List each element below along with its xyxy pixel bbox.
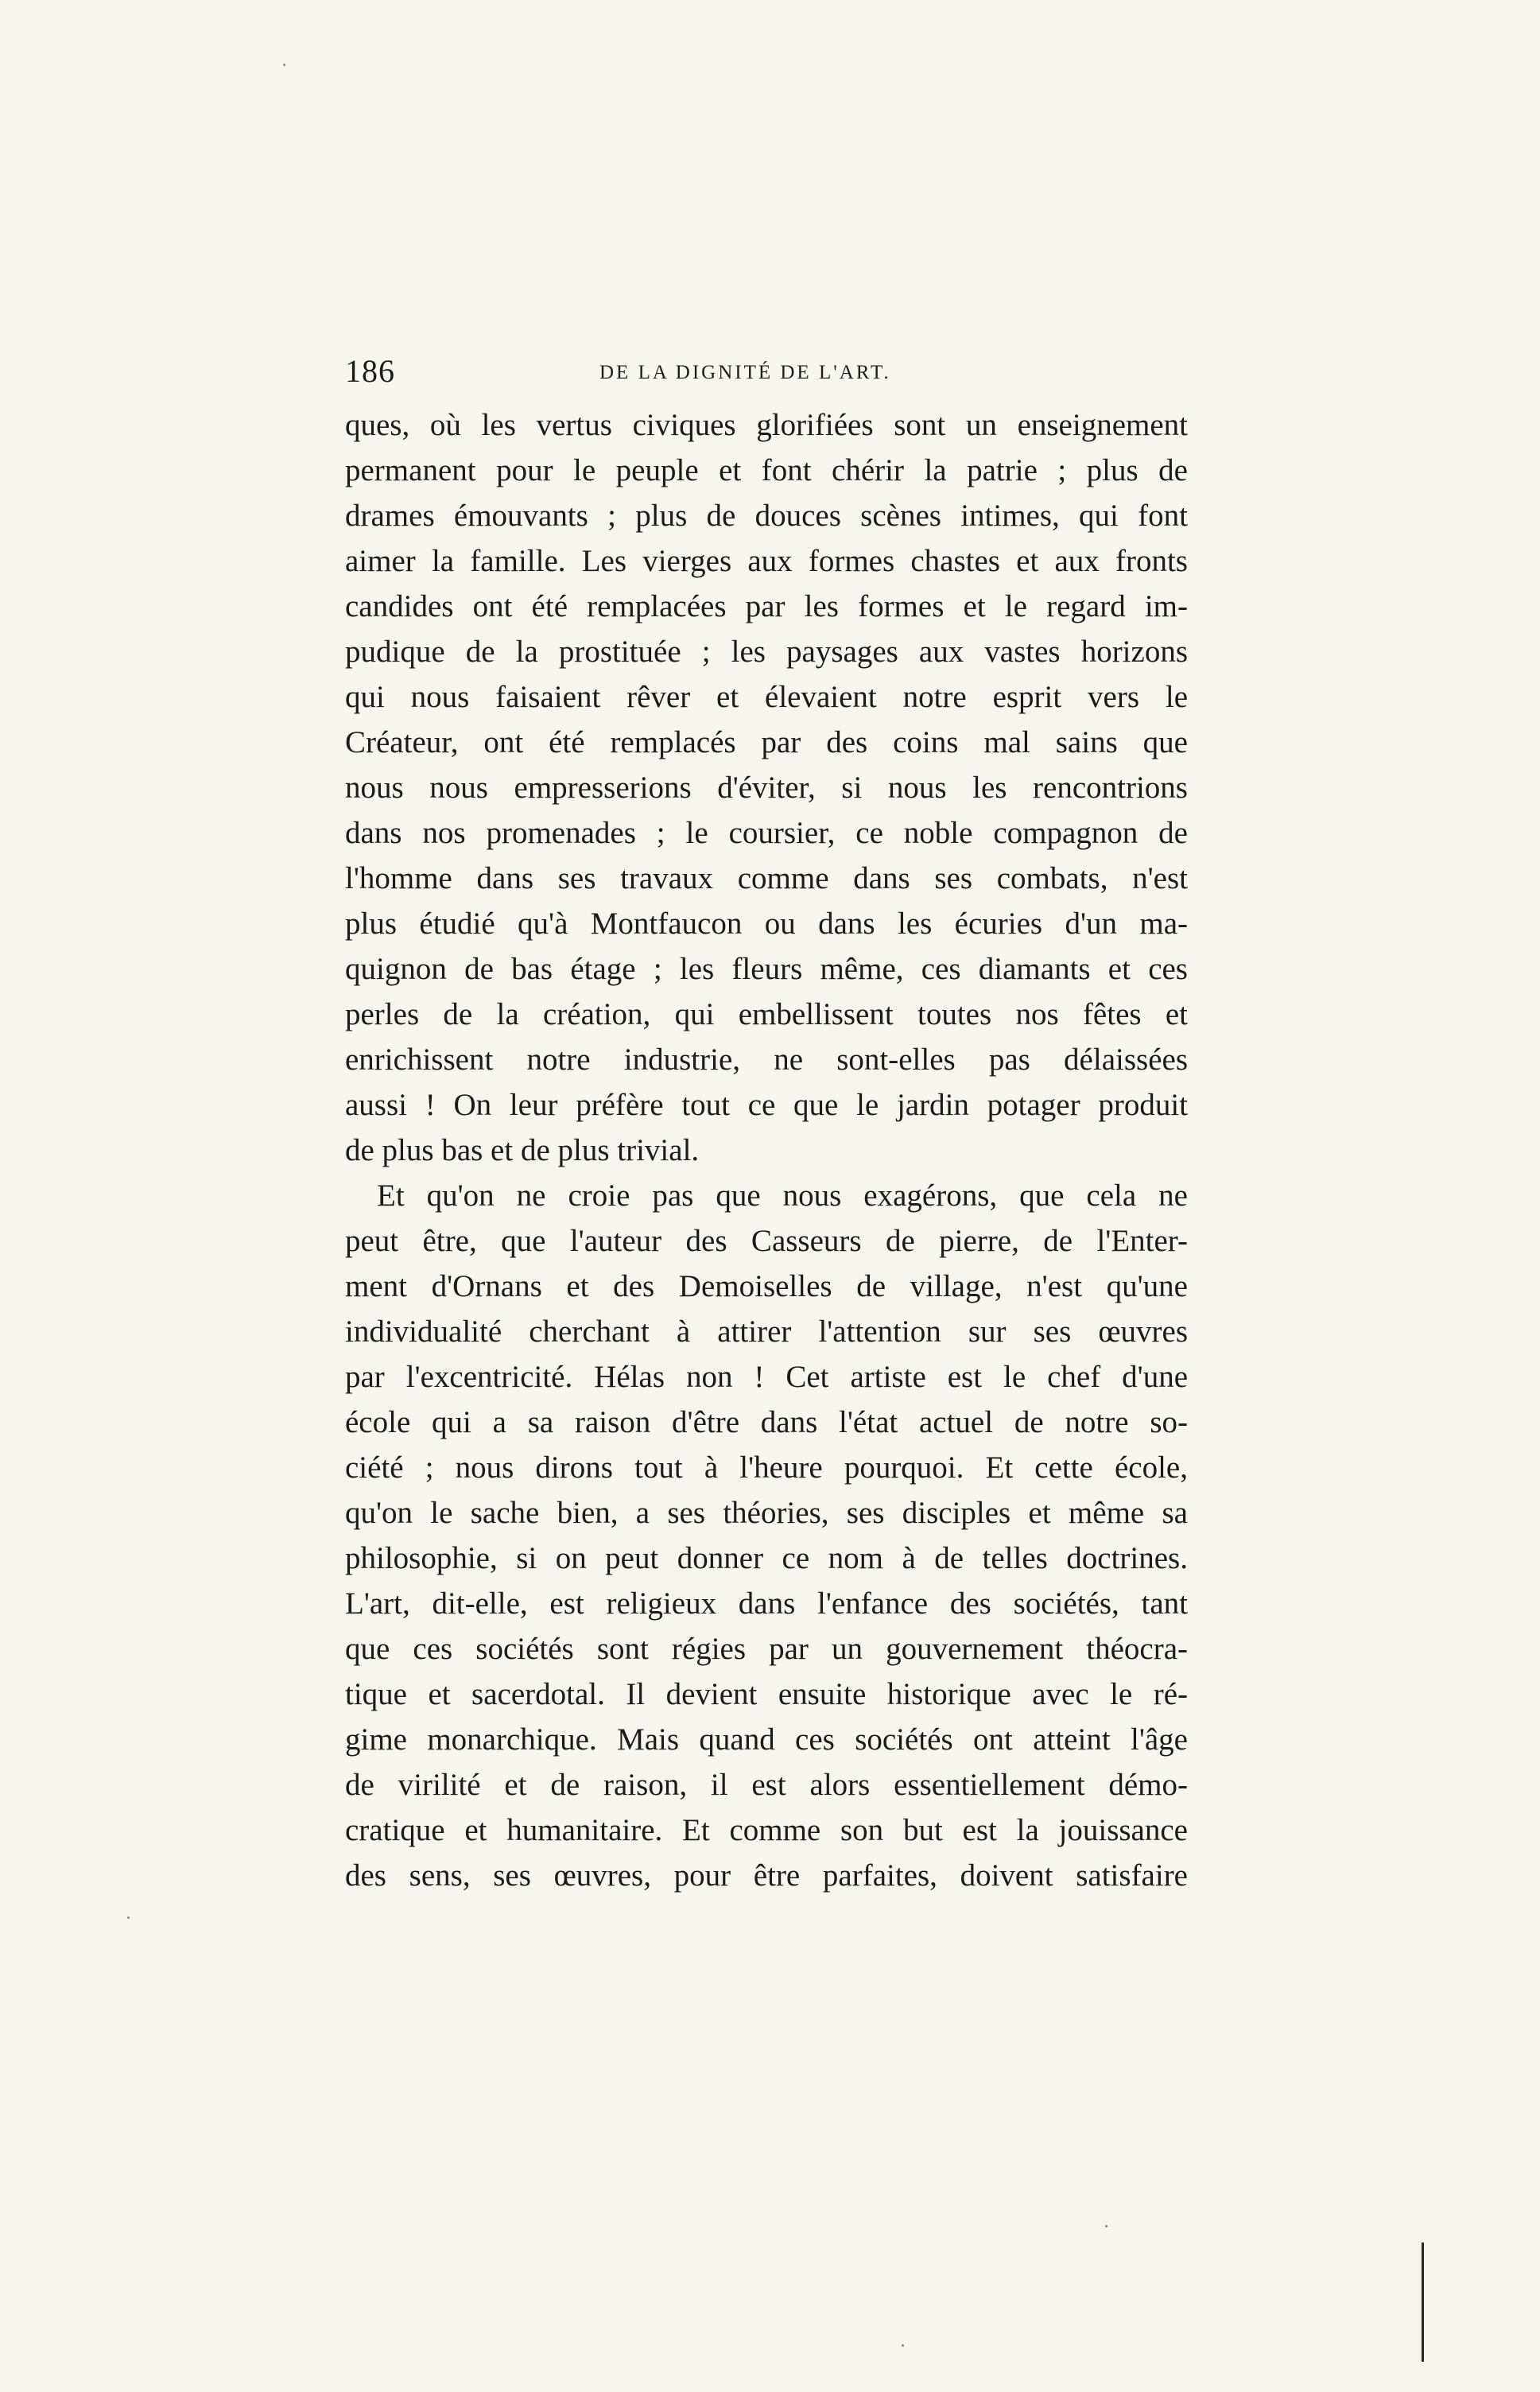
scan-speck [902,2344,904,2347]
text-line: ques, où les vertus civiques glorifiées sont un enseignement [345,408,1188,442]
text-line: des sens, ses œuvres, pour être parfaites, doivent satisfaire [345,1858,1188,1893]
paragraph-1 [345,402,1188,1173]
text-line: de plus bas et de plus trivial. [345,1133,700,1167]
text-line: individualité cherchant à attirer l'attention sur ses œuvres [345,1314,1188,1349]
text-line: plus étudié qu'à Montfaucon ou dans les écuries d'un ma- [345,907,1188,941]
scan-speck [1105,2225,1107,2227]
text-line: nous nous empresserions d'éviter, si nous les rencontrions [345,771,1188,805]
running-title: DE LA DIGNITÉ DE L'ART. [599,362,891,383]
body-text [345,402,1188,1898]
text-line: L'art, dit-elle, est religieux dans l'enfance des sociétés, tant [345,1586,1188,1621]
text-line: qu'on le sache bien, a ses théories, ses disciples et même sa [345,1496,1188,1530]
scan-speck [127,1916,130,1919]
text-line: Et qu'on ne croie pas que nous exagérons, que cela ne [377,1179,1188,1213]
text-line: pudique de la prostituée ; les paysages aux vastes horizons [345,635,1188,669]
text-line: tique et sacerdotal. Il devient ensuite historique avec le ré- [345,1677,1188,1711]
text-line: par l'excentricité. Hélas non ! Cet artiste est le chef d'une [345,1360,1188,1394]
text-line: enrichissent notre industrie, ne sont-elles pas délaissées [345,1043,1188,1077]
text-line: que ces sociétés sont régies par un gouvernement théocra- [345,1632,1188,1666]
text-line: gime monarchique. Mais quand ces sociétés ont atteint l'âge [345,1722,1188,1757]
text-line: école qui a sa raison d'être dans l'état actuel de notre so- [345,1405,1188,1439]
paragraph-2 [345,1173,1188,1898]
text-line: Créateur, ont été remplacés par des coins mal sains que [345,725,1188,759]
text-line: philosophie, si on peut donner ce nom à de telles doctrines. [345,1541,1188,1575]
text-line: drames émouvants ; plus de douces scènes intimes, qui font [345,499,1188,533]
scan-speck [283,64,285,66]
text-line: ment d'Ornans et des Demoiselles de village, n'est qu'une [345,1269,1188,1303]
text-line: cratique et humanitaire. Et comme son but est la jouissance [345,1813,1188,1847]
text-line: quignon de bas étage ; les fleurs même, ces diamants et ces [345,952,1188,986]
text-line: de virilité et de raison, il est alors essentiellement démo- [345,1768,1188,1802]
text-line: aimer la famille. Les vierges aux formes chastes et aux fronts [345,544,1188,578]
text-line: candides ont été remplacées par les formes et le regard im- [345,589,1188,623]
scan-edge-mark [1422,2242,1424,2362]
text-line: qui nous faisaient rêver et élevaient notre esprit vers le [345,680,1188,714]
text-line: perles de la création, qui embellissent toutes nos fêtes et [345,997,1188,1031]
page-number: 186 [345,353,395,389]
text-line: l'homme dans ses travaux comme dans ses combats, n'est [345,861,1188,895]
text-line: peut être, que l'auteur des Casseurs de pierre, de l'Enter- [345,1224,1188,1258]
text-line: aussi ! On leur préfère tout ce que le jardin potager produit [345,1088,1188,1122]
page-header [345,351,1204,391]
text-line: dans nos promenades ; le coursier, ce noble compagnon de [345,816,1188,850]
text-line: ciété ; nous dirons tout à l'heure pourquoi. Et cette école, [345,1450,1188,1485]
text-line: permanent pour le peuple et font chérir la patrie ; plus de [345,453,1188,487]
